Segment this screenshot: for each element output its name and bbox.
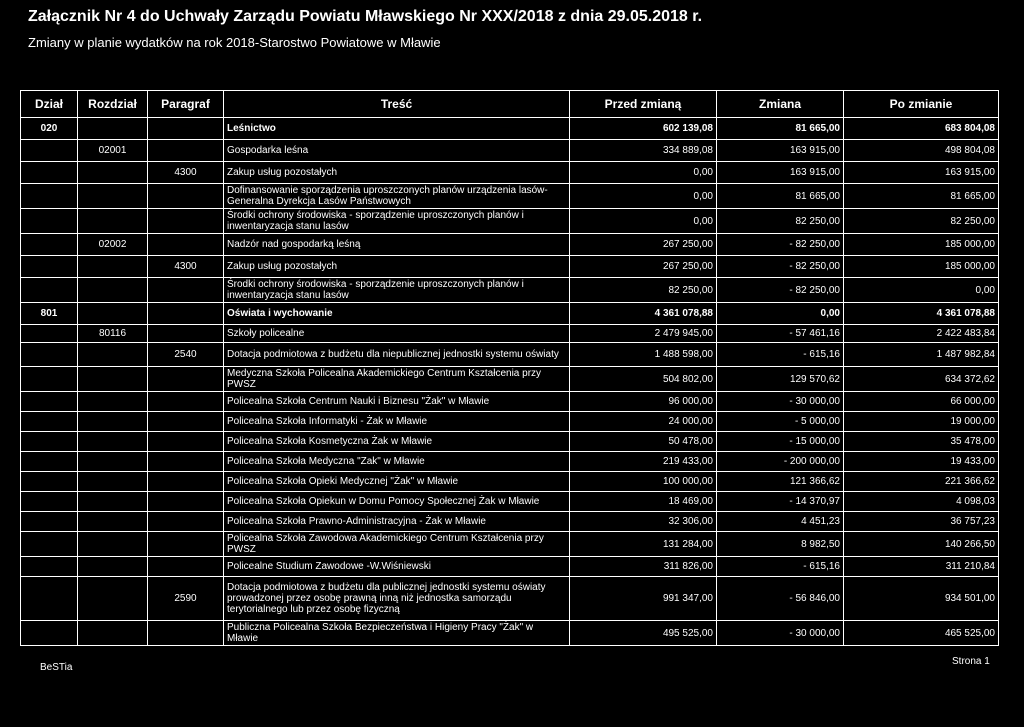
cell-paragraf xyxy=(148,621,224,646)
page-number: Strona 1 xyxy=(952,656,990,667)
cell-dzial xyxy=(21,162,78,184)
table-row xyxy=(21,209,999,234)
cell-rozdzial xyxy=(78,209,148,234)
cell-zmiana: 163 915,00 xyxy=(717,140,844,162)
table-row xyxy=(21,492,999,512)
cell-paragraf xyxy=(148,432,224,452)
cell-zmiana: 8 982,50 xyxy=(717,532,844,557)
cell-rozdzial xyxy=(78,492,148,512)
cell-paragraf xyxy=(148,303,224,325)
column-header-tresc: Treść xyxy=(224,91,570,118)
cell-rozdzial xyxy=(78,256,148,278)
cell-rozdzial: 02001 xyxy=(78,140,148,162)
table-row xyxy=(21,412,999,432)
cell-zmiana: 0,00 xyxy=(717,303,844,325)
cell-zmiana: 81 665,00 xyxy=(717,184,844,209)
table-row xyxy=(21,392,999,412)
table-row xyxy=(21,621,999,646)
cell-przed-zmiana: 2 479 945,00 xyxy=(570,325,717,343)
cell-tresc: Szkoły policealne xyxy=(224,325,570,343)
cell-po-zmianie: 0,00 xyxy=(844,278,999,303)
cell-rozdzial: 02002 xyxy=(78,234,148,256)
cell-po-zmianie: 4 098,03 xyxy=(844,492,999,512)
cell-rozdzial xyxy=(78,512,148,532)
cell-tresc: Dotacja podmiotowa z budżetu dla publicznej jednostki systemu oświaty prowadzonej przez osobę prawną inną niż jednostka samorządu terytorialnego lub przez osobę fizyczną xyxy=(224,577,570,621)
cell-zmiana: - 82 250,00 xyxy=(717,256,844,278)
cell-po-zmianie: 82 250,00 xyxy=(844,209,999,234)
cell-tresc: Nadzór nad gospodarką leśną xyxy=(224,234,570,256)
cell-tresc: Środki ochrony środowiska - sporządzenie uproszczonych planów i inwentaryzacja stanu lasów xyxy=(224,209,570,234)
cell-zmiana: 121 366,62 xyxy=(717,472,844,492)
cell-rozdzial xyxy=(78,303,148,325)
cell-rozdzial xyxy=(78,452,148,472)
cell-paragraf xyxy=(148,184,224,209)
cell-paragraf xyxy=(148,492,224,512)
cell-po-zmianie: 35 478,00 xyxy=(844,432,999,452)
cell-dzial xyxy=(21,343,78,367)
cell-po-zmianie: 2 422 483,84 xyxy=(844,325,999,343)
cell-przed-zmiana: 18 469,00 xyxy=(570,492,717,512)
cell-tresc: Gospodarka leśna xyxy=(224,140,570,162)
cell-rozdzial xyxy=(78,392,148,412)
cell-zmiana: - 615,16 xyxy=(717,557,844,577)
cell-dzial xyxy=(21,392,78,412)
cell-paragraf xyxy=(148,367,224,392)
cell-rozdzial xyxy=(78,577,148,621)
cell-rozdzial xyxy=(78,621,148,646)
cell-paragraf xyxy=(148,557,224,577)
cell-dzial xyxy=(21,412,78,432)
cell-rozdzial xyxy=(78,472,148,492)
cell-po-zmianie: 140 266,50 xyxy=(844,532,999,557)
cell-zmiana: 81 665,00 xyxy=(717,118,844,140)
cell-zmiana: - 57 461,16 xyxy=(717,325,844,343)
cell-tresc: Policealna Szkoła Centrum Nauki i Biznesu "Żak" w Mławie xyxy=(224,392,570,412)
cell-po-zmianie: 66 000,00 xyxy=(844,392,999,412)
table-row xyxy=(21,278,999,303)
cell-tresc: Policealna Szkoła Opieki Medycznej "Żak" w Mławie xyxy=(224,472,570,492)
cell-po-zmianie: 465 525,00 xyxy=(844,621,999,646)
cell-paragraf xyxy=(148,278,224,303)
cell-rozdzial xyxy=(78,278,148,303)
cell-przed-zmiana: 32 306,00 xyxy=(570,512,717,532)
cell-dzial xyxy=(21,472,78,492)
cell-dzial xyxy=(21,532,78,557)
cell-po-zmianie: 185 000,00 xyxy=(844,256,999,278)
cell-tresc: Dotacja podmiotowa z budżetu dla niepublicznej jednostki systemu oświaty xyxy=(224,343,570,367)
cell-dzial xyxy=(21,557,78,577)
table-row xyxy=(21,343,999,367)
cell-przed-zmiana: 131 284,00 xyxy=(570,532,717,557)
table-row xyxy=(21,432,999,452)
cell-tresc: Środki ochrony środowiska - sporządzenie uproszczonych planów i inwentaryzacja stanu lasów xyxy=(224,278,570,303)
cell-przed-zmiana: 267 250,00 xyxy=(570,234,717,256)
table-row xyxy=(21,367,999,392)
cell-rozdzial xyxy=(78,118,148,140)
cell-dzial xyxy=(21,234,78,256)
cell-zmiana: 129 570,62 xyxy=(717,367,844,392)
table-row xyxy=(21,234,999,256)
cell-zmiana: - 82 250,00 xyxy=(717,234,844,256)
cell-dzial: 020 xyxy=(21,118,78,140)
cell-po-zmianie: 19 000,00 xyxy=(844,412,999,432)
cell-zmiana: - 15 000,00 xyxy=(717,432,844,452)
column-header-przed: Przed zmianą xyxy=(570,91,717,118)
cell-przed-zmiana: 334 889,08 xyxy=(570,140,717,162)
cell-zmiana: 4 451,23 xyxy=(717,512,844,532)
table-row xyxy=(21,532,999,557)
column-header-zmiana: Zmiana xyxy=(717,91,844,118)
cell-po-zmianie: 1 487 982,84 xyxy=(844,343,999,367)
column-header-paragraf: Paragraf xyxy=(148,91,224,118)
cell-dzial xyxy=(21,209,78,234)
cell-rozdzial xyxy=(78,532,148,557)
table-row xyxy=(21,184,999,209)
cell-po-zmianie: 683 804,08 xyxy=(844,118,999,140)
table-header-row xyxy=(21,91,999,118)
cell-przed-zmiana: 602 139,08 xyxy=(570,118,717,140)
cell-paragraf: 4300 xyxy=(148,256,224,278)
cell-dzial: 801 xyxy=(21,303,78,325)
budget-table xyxy=(20,90,999,646)
cell-rozdzial: 80116 xyxy=(78,325,148,343)
cell-przed-zmiana: 4 361 078,88 xyxy=(570,303,717,325)
cell-rozdzial xyxy=(78,412,148,432)
cell-dzial xyxy=(21,278,78,303)
table-row xyxy=(21,512,999,532)
cell-dzial xyxy=(21,184,78,209)
cell-po-zmianie: 36 757,23 xyxy=(844,512,999,532)
cell-paragraf xyxy=(148,412,224,432)
cell-zmiana: - 615,16 xyxy=(717,343,844,367)
cell-tresc: Policealna Szkoła Medyczna "Zak" w Mławie xyxy=(224,452,570,472)
cell-po-zmianie: 634 372,62 xyxy=(844,367,999,392)
column-header-po: Po zmianie xyxy=(844,91,999,118)
cell-przed-zmiana: 267 250,00 xyxy=(570,256,717,278)
cell-tresc: Policealna Szkoła Opiekun w Domu Pomocy Społecznej Żak w Mławie xyxy=(224,492,570,512)
cell-paragraf xyxy=(148,234,224,256)
cell-rozdzial xyxy=(78,557,148,577)
cell-przed-zmiana: 24 000,00 xyxy=(570,412,717,432)
cell-tresc: Zakup usług pozostałych xyxy=(224,256,570,278)
cell-tresc: Leśnictwo xyxy=(224,118,570,140)
cell-po-zmianie: 934 501,00 xyxy=(844,577,999,621)
cell-zmiana: - 14 370,97 xyxy=(717,492,844,512)
cell-dzial xyxy=(21,577,78,621)
table-row xyxy=(21,472,999,492)
cell-przed-zmiana: 100 000,00 xyxy=(570,472,717,492)
cell-zmiana: - 30 000,00 xyxy=(717,621,844,646)
cell-przed-zmiana: 0,00 xyxy=(570,209,717,234)
table-row xyxy=(21,557,999,577)
cell-paragraf xyxy=(148,209,224,234)
cell-przed-zmiana: 0,00 xyxy=(570,162,717,184)
cell-paragraf: 2540 xyxy=(148,343,224,367)
document-title: Załącznik Nr 4 do Uchwały Zarządu Powiatu Mławskiego Nr XXX/2018 z dnia 29.05.2018 r. xyxy=(28,8,703,25)
cell-tresc: Dofinansowanie sporządzenia uproszczonych planów urządzenia lasów-Generalna Dyrekcja Lasów Państwowych xyxy=(224,184,570,209)
cell-przed-zmiana: 96 000,00 xyxy=(570,392,717,412)
table-row xyxy=(21,325,999,343)
cell-dzial xyxy=(21,367,78,392)
cell-zmiana: - 5 000,00 xyxy=(717,412,844,432)
cell-po-zmianie: 311 210,84 xyxy=(844,557,999,577)
cell-dzial xyxy=(21,621,78,646)
document-subtitle: Zmiany w planie wydatków na rok 2018-Starostwo Powiatowe w Mławie xyxy=(28,35,441,50)
table-row xyxy=(21,140,999,162)
table-row xyxy=(21,256,999,278)
cell-po-zmianie: 19 433,00 xyxy=(844,452,999,472)
cell-tresc: Publiczna Policealna Szkoła Bezpieczeństwa i Higieny Pracy "Żak" w Mławie xyxy=(224,621,570,646)
cell-tresc: Policealna Szkoła Prawno-Administracyjna - Żak w Mławie xyxy=(224,512,570,532)
cell-dzial xyxy=(21,512,78,532)
cell-przed-zmiana: 219 433,00 xyxy=(570,452,717,472)
cell-przed-zmiana: 991 347,00 xyxy=(570,577,717,621)
cell-paragraf xyxy=(148,392,224,412)
cell-tresc: Policealna Szkoła Zawodowa Akademickiego Centrum Kształcenia przy PWSZ xyxy=(224,532,570,557)
cell-po-zmianie: 221 366,62 xyxy=(844,472,999,492)
column-header-rozdzial: Rozdział xyxy=(78,91,148,118)
cell-dzial xyxy=(21,452,78,472)
cell-dzial xyxy=(21,492,78,512)
table-row xyxy=(21,577,999,621)
cell-dzial xyxy=(21,325,78,343)
cell-przed-zmiana: 82 250,00 xyxy=(570,278,717,303)
cell-dzial xyxy=(21,140,78,162)
cell-paragraf xyxy=(148,472,224,492)
cell-rozdzial xyxy=(78,367,148,392)
cell-przed-zmiana: 50 478,00 xyxy=(570,432,717,452)
cell-zmiana: - 30 000,00 xyxy=(717,392,844,412)
cell-przed-zmiana: 504 802,00 xyxy=(570,367,717,392)
table-row xyxy=(21,303,999,325)
cell-dzial xyxy=(21,432,78,452)
cell-po-zmianie: 4 361 078,88 xyxy=(844,303,999,325)
cell-rozdzial xyxy=(78,184,148,209)
cell-po-zmianie: 163 915,00 xyxy=(844,162,999,184)
cell-przed-zmiana: 311 826,00 xyxy=(570,557,717,577)
table-row xyxy=(21,162,999,184)
cell-paragraf xyxy=(148,532,224,557)
cell-paragraf xyxy=(148,118,224,140)
column-header-dzial: Dział xyxy=(21,91,78,118)
cell-paragraf xyxy=(148,325,224,343)
cell-paragraf xyxy=(148,140,224,162)
cell-zmiana: 82 250,00 xyxy=(717,209,844,234)
cell-po-zmianie: 498 804,08 xyxy=(844,140,999,162)
footer-left-label: BeSTia xyxy=(40,662,73,673)
cell-zmiana: - 82 250,00 xyxy=(717,278,844,303)
cell-rozdzial xyxy=(78,162,148,184)
cell-tresc: Policealne Studium Zawodowe -W.Wiśniewski xyxy=(224,557,570,577)
cell-tresc: Oświata i wychowanie xyxy=(224,303,570,325)
cell-paragraf xyxy=(148,452,224,472)
cell-paragraf: 4300 xyxy=(148,162,224,184)
cell-przed-zmiana: 1 488 598,00 xyxy=(570,343,717,367)
cell-paragraf: 2590 xyxy=(148,577,224,621)
cell-po-zmianie: 185 000,00 xyxy=(844,234,999,256)
cell-tresc: Zakup usług pozostałych xyxy=(224,162,570,184)
cell-paragraf xyxy=(148,512,224,532)
cell-tresc: Medyczna Szkoła Policealna Akademickiego Centrum Kształcenia przy PWSZ xyxy=(224,367,570,392)
cell-przed-zmiana: 0,00 xyxy=(570,184,717,209)
cell-zmiana: - 56 846,00 xyxy=(717,577,844,621)
cell-dzial xyxy=(21,256,78,278)
table-row xyxy=(21,452,999,472)
cell-po-zmianie: 81 665,00 xyxy=(844,184,999,209)
cell-rozdzial xyxy=(78,343,148,367)
cell-zmiana: - 200 000,00 xyxy=(717,452,844,472)
cell-zmiana: 163 915,00 xyxy=(717,162,844,184)
cell-przed-zmiana: 495 525,00 xyxy=(570,621,717,646)
cell-tresc: Policealna Szkoła Kosmetyczna Żak w Mławie xyxy=(224,432,570,452)
cell-rozdzial xyxy=(78,432,148,452)
table-row xyxy=(21,118,999,140)
cell-tresc: Policealna Szkoła Informatyki - Żak w Mławie xyxy=(224,412,570,432)
table-body xyxy=(21,118,999,646)
